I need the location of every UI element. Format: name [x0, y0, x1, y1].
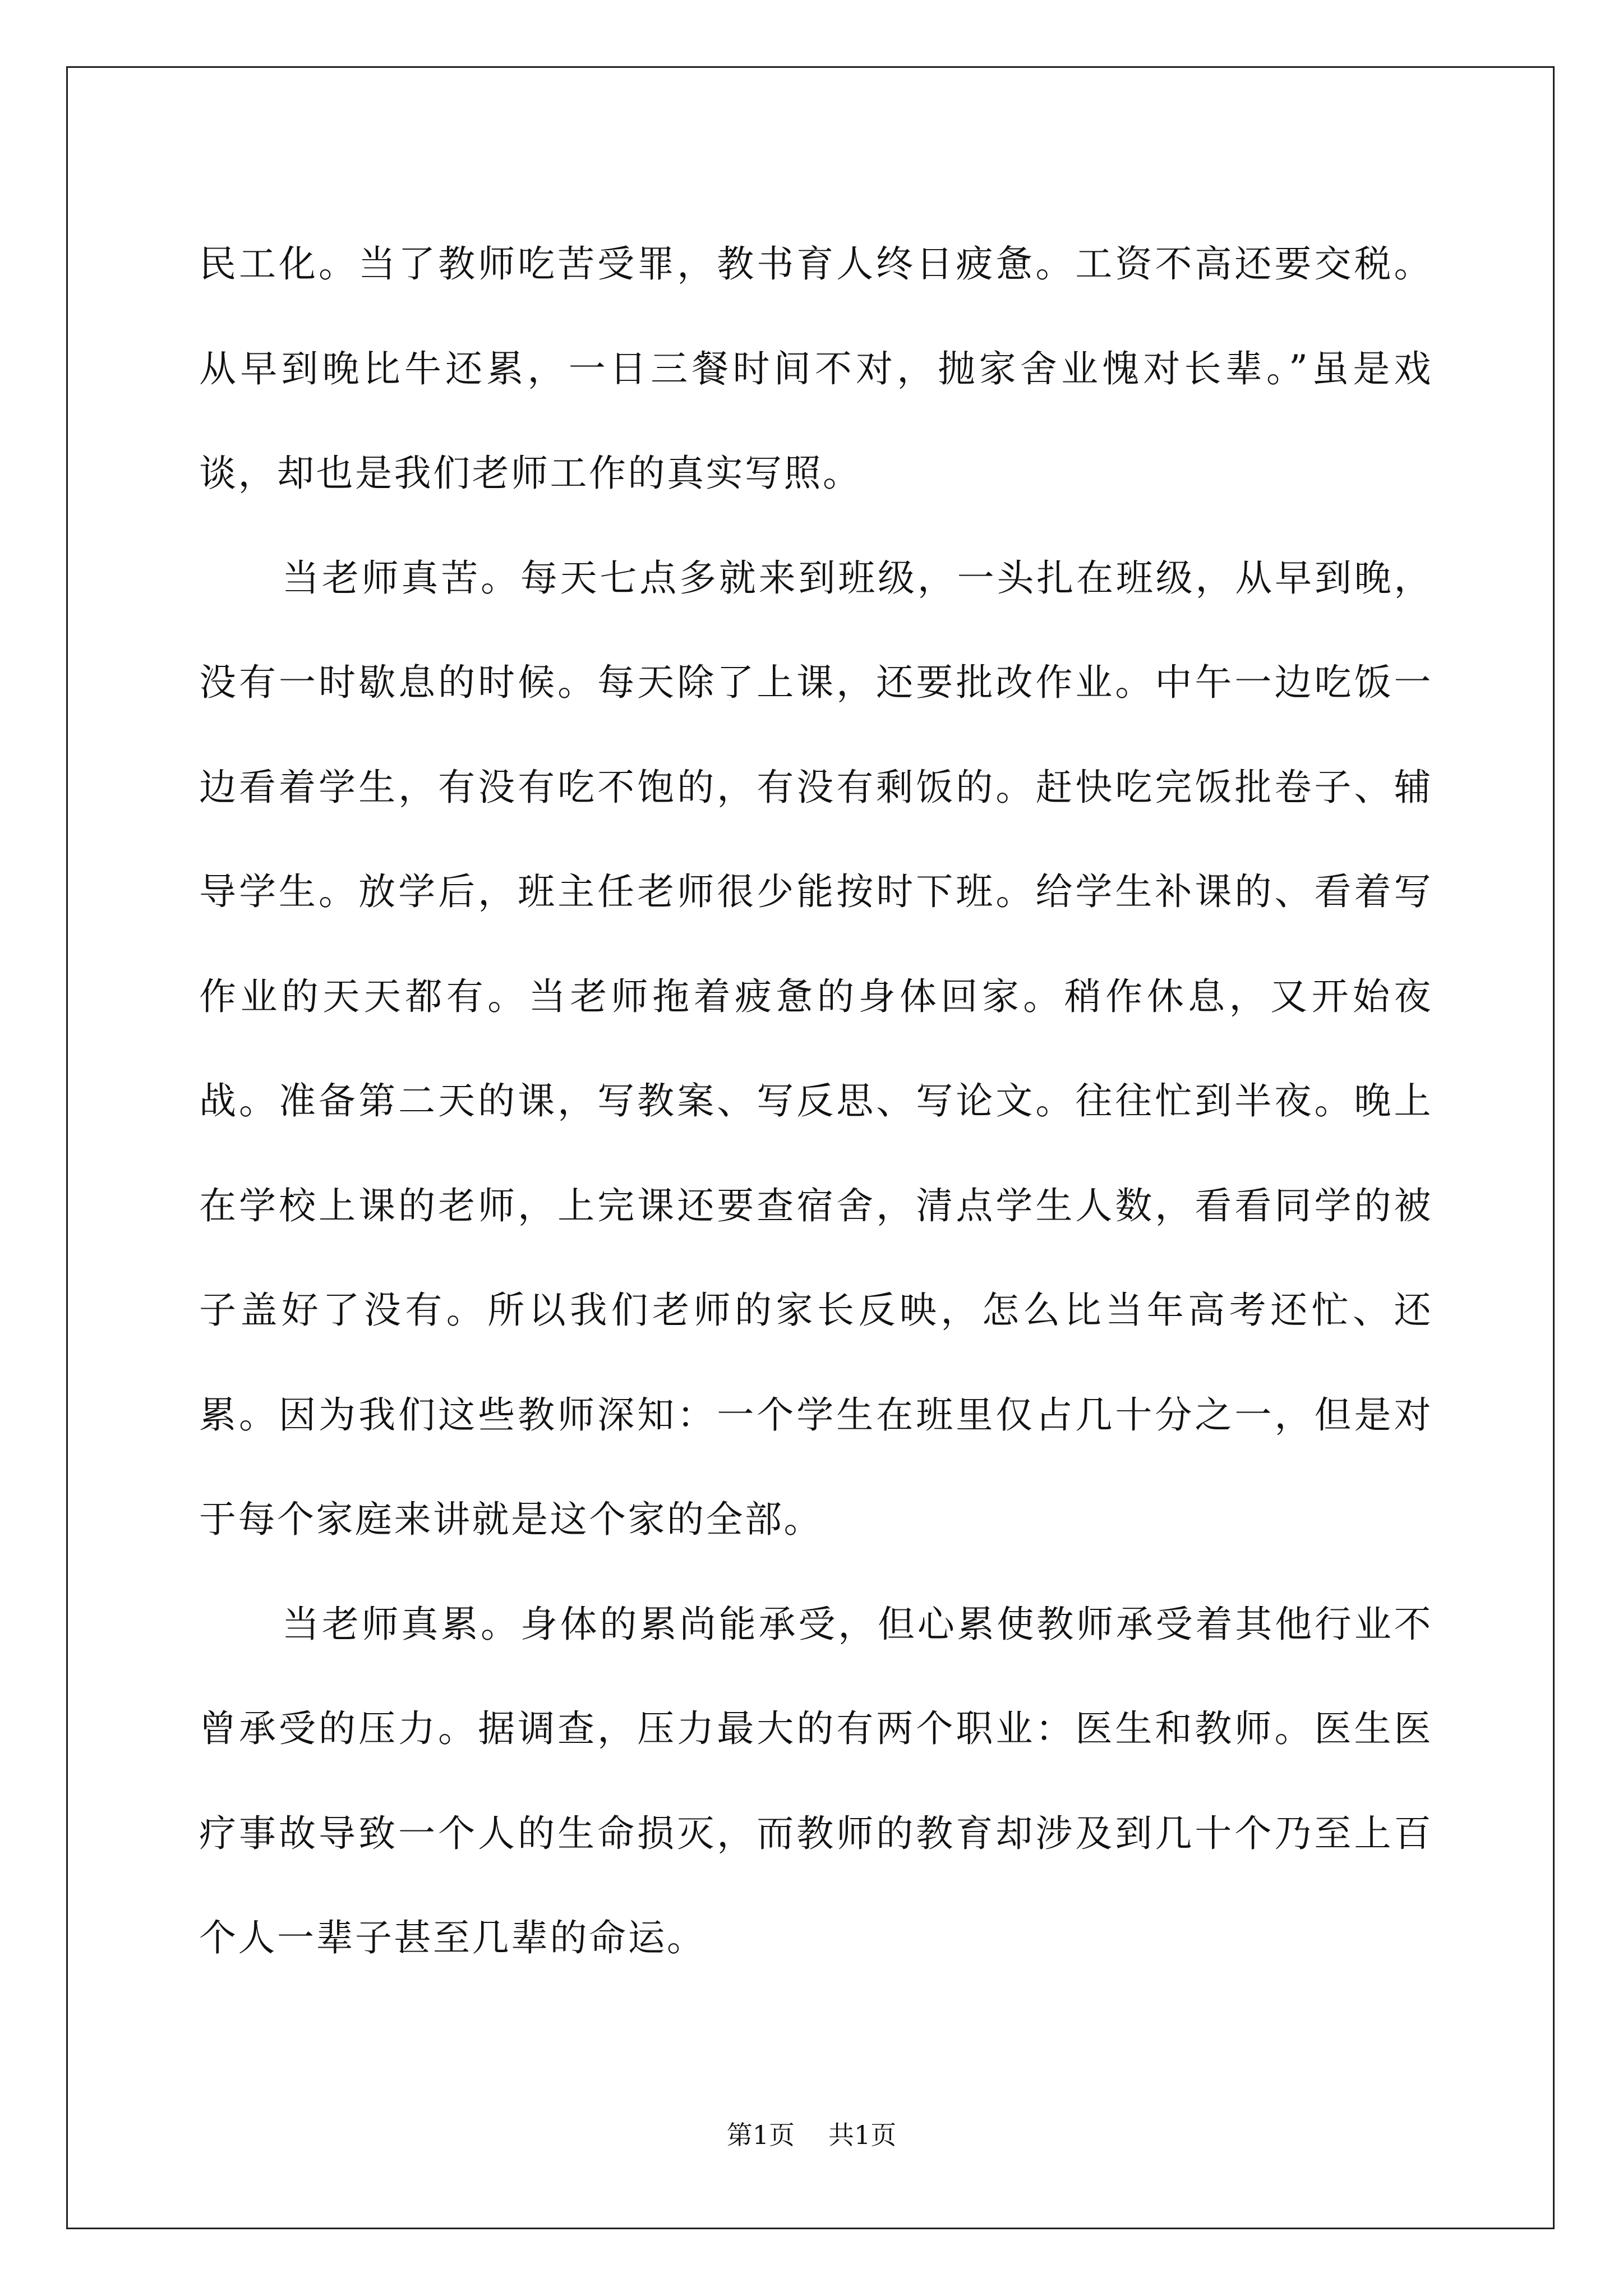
paragraph-2: 当老师真苦。每天七点多就来到班级，一头扎在班级，从早到晚，没有一时歇息的时候。每天除了上课，还要批改作业。中午一边吃饭一边看着学生，有没有吃不饱的，有没有剩饭的。赶快吃完饭批卷子、辅导学生。放学后，班主任老师很少能按时下班。给学生补课的、看着写作业的天天都有。当老师拖着疲惫的身体回家。稍作休息，又开始夜战。准备第二天的课，写教案、写反思、写论文。往往忙到半夜。晚上在学校上课的老师，上完课还要查宿舍，清点学生人数，看看同学的被子盖好了没有。所以我们老师的家长反映，怎么比当年高考还忙、还累。因为我们这些教师深知：一个学生在班里仅占几十分之一，但是对于每个家庭来讲就是这个家的全部。 — [199, 556, 1433, 1541]
paragraph-3: 当老师真累。身体的累尚能承受，但心累使教师承受着其他行业不曾承受的压力。据调查，压力最大的有两个职业：医生和教师。医生医疗事故导致一个人的生命损灭，而教师的教育却涉及到几十个乃至上百个人一辈子甚至几辈的命运。 — [199, 1602, 1433, 1959]
page-number-total: 共1页 — [828, 2120, 897, 2150]
page-number-current: 第1页 — [726, 2120, 795, 2150]
document-body — [199, 212, 1433, 1991]
paragraph-1: 民工化。当了教师吃苦受罪，教书育人终日疲惫。工资不高还要交税。从早到晚比牛还累，一日三餐时间不对，抛家舍业愧对长辈。”虽是戏谈，却也是我们老师工作的真实写照。 — [199, 242, 1433, 495]
page-footer — [0, 2119, 1623, 2151]
